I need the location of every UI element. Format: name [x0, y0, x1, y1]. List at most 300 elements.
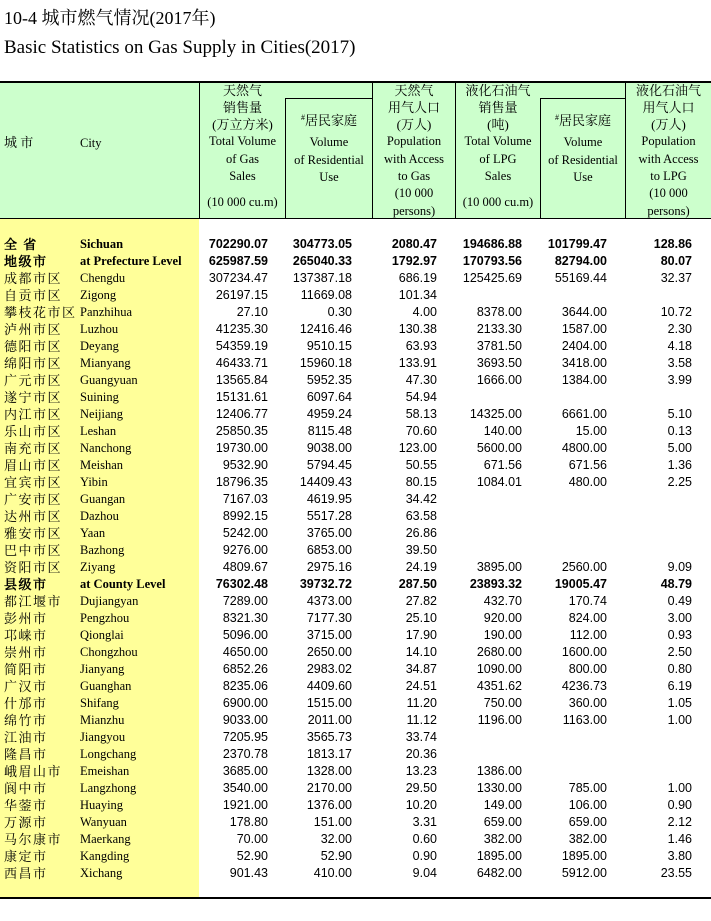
lpg-residential-cell: 5912.00: [561, 866, 607, 880]
lpg-residential-cell: 82794.00: [554, 254, 607, 268]
city-name-en: Sichuan: [80, 237, 124, 251]
city-name-en: Chengdu: [80, 271, 126, 285]
city-name-en: Maerkang: [80, 832, 131, 846]
city-name-en: Yaan: [80, 526, 106, 540]
lpg-population-cell: 9.09: [667, 560, 692, 574]
gas-population-cell: 80.15: [405, 475, 437, 489]
table-row: [0, 661, 711, 678]
city-name-cn: 崇州市: [4, 645, 48, 660]
table-row: [0, 304, 711, 321]
city-name-en: Dujiangyan: [80, 594, 139, 608]
lpg-residential-cell: 671.56: [568, 458, 607, 472]
lpg-residential-cell: 2404.00: [561, 339, 607, 353]
gas-residential-cell: 410.00: [313, 866, 352, 880]
lpg-population-cell: 3.99: [667, 373, 692, 387]
city-name-en: Yibin: [80, 475, 108, 489]
gas-sales-cell: 178.80: [229, 815, 268, 829]
lpg-population-cell: 3.00: [667, 611, 692, 625]
lpg-residential-cell: 4800.00: [561, 441, 607, 455]
header-line: (吨): [487, 117, 509, 133]
table-row: [0, 576, 711, 593]
gas-population-cell: 63.58: [405, 509, 437, 523]
gas-population-cell: 63.93: [405, 339, 437, 353]
header-line: of LPG: [479, 151, 517, 166]
lpg-population-cell: 1.05: [667, 696, 692, 710]
lpg-population-cell: 2.25: [667, 475, 692, 489]
header-lpg-population: [626, 82, 711, 220]
lpg-population-cell: 3.80: [667, 849, 692, 863]
gas-sales-cell: 52.90: [236, 849, 268, 863]
city-name-en: Ziyang: [80, 560, 116, 574]
gas-sales-cell: 9276.00: [222, 543, 268, 557]
lpg-population-cell: [612, 287, 692, 304]
table-row: [0, 712, 711, 729]
gas-population-cell: 1792.97: [391, 254, 437, 268]
lpg-population-cell: 3.58: [667, 356, 692, 370]
header-line: (10 000: [394, 186, 434, 201]
lpg-residential-cell: 106.00: [568, 798, 607, 812]
header-line: 液化石油气: [465, 82, 531, 98]
lpg-sales-cell: 432.70: [483, 594, 522, 608]
header-line: Total Volume: [208, 134, 277, 149]
gas-population-cell: 70.60: [405, 424, 437, 438]
gas-population-cell: 26.86: [405, 526, 437, 540]
city-name-en: Qionglai: [80, 628, 124, 642]
city-name-cn: 宜宾市区: [4, 475, 63, 490]
gas-sales-cell: 25850.35: [215, 424, 268, 438]
lpg-sales-cell: 1666.00: [476, 373, 522, 387]
lpg-sales-cell: 23893.32: [469, 577, 522, 591]
city-name-en: Wanyuan: [80, 815, 127, 829]
gas-population-cell: 9.04: [412, 866, 437, 880]
lpg-residential-cell: [527, 491, 607, 508]
lpg-residential-cell: [527, 389, 607, 406]
gas-population-cell: 4.00: [412, 305, 437, 319]
gas-sales-cell: 41235.30: [215, 322, 268, 336]
gas-sales-cell: 2370.78: [222, 747, 268, 761]
lpg-sales-cell: 750.00: [483, 696, 522, 710]
city-name-cn: 绵阳市区: [4, 356, 63, 371]
city-name-en: Huaying: [80, 798, 124, 812]
lpg-sales-cell: 149.00: [483, 798, 522, 812]
gas-population-cell: 29.50: [405, 781, 437, 795]
city-name-cn: 都江堰市: [4, 594, 63, 609]
gas-sales-cell: 5096.00: [222, 628, 268, 642]
city-name-en: Meishan: [80, 458, 124, 472]
gas-sales-cell: 4650.00: [222, 645, 268, 659]
gas-sales-cell: 46433.71: [215, 356, 268, 370]
table-row: [0, 729, 711, 746]
gas-residential-cell: 3765.00: [306, 526, 352, 540]
table-row: [0, 542, 711, 559]
lpg-population-cell: 2.30: [667, 322, 692, 336]
lpg-sales-cell: [442, 746, 522, 763]
lpg-residential-cell: 382.00: [568, 832, 607, 846]
city-name-cn: 乐山市区: [4, 424, 63, 439]
lpg-sales-cell: 8378.00: [476, 305, 522, 319]
city-name-cn: 雅安市区: [4, 526, 63, 541]
lpg-residential-cell: 2560.00: [561, 560, 607, 574]
header-line: 销售量: [478, 99, 518, 115]
table-row: [0, 814, 711, 831]
header-line: 用气人口: [387, 99, 440, 115]
city-name-en: Panzhihua: [80, 305, 133, 319]
gas-residential-cell: 6097.64: [306, 390, 352, 404]
lpg-sales-cell: 5600.00: [476, 441, 522, 455]
gas-population-cell: 34.87: [405, 662, 437, 676]
gas-residential-cell: 265040.33: [292, 254, 352, 268]
gas-residential-cell: 6853.00: [306, 543, 352, 557]
table-row: [0, 270, 711, 287]
gas-sales-cell: 901.43: [229, 866, 268, 880]
lpg-population-cell: 1.00: [667, 713, 692, 727]
gas-population-cell: 11.20: [406, 696, 437, 710]
gas-residential-cell: 2650.00: [306, 645, 352, 659]
city-name-cn: 江油市: [4, 730, 48, 745]
gas-residential-cell: 15960.18: [299, 356, 352, 370]
city-name-en: Pengzhou: [80, 611, 130, 625]
city-name-cn: 巴中市区: [4, 543, 63, 558]
lpg-sales-cell: [442, 287, 522, 304]
table-bottom-rule: [0, 897, 711, 899]
lpg-residential-cell: [527, 287, 607, 304]
lpg-residential-cell: 1587.00: [561, 322, 607, 336]
lpg-sales-cell: 3693.50: [476, 356, 522, 370]
gas-sales-cell: 3540.00: [222, 781, 268, 795]
lpg-sales-cell: 4351.62: [476, 679, 522, 693]
lpg-population-cell: 0.90: [667, 798, 692, 812]
gas-sales-cell: 26197.15: [215, 288, 268, 302]
table-row: [0, 236, 711, 253]
gas-residential-cell: 0.30: [327, 305, 352, 319]
city-name-en: at County Level: [80, 577, 166, 591]
city-name-cn: 西昌市: [4, 866, 48, 881]
gas-sales-cell: 12406.77: [215, 407, 268, 421]
lpg-sales-cell: 1090.00: [476, 662, 522, 676]
gas-sales-cell: 9532.90: [222, 458, 268, 472]
lpg-residential-cell: 824.00: [568, 611, 607, 625]
gas-residential-cell: 304773.05: [292, 237, 352, 251]
gas-population-cell: 24.51: [405, 679, 437, 693]
header-line: (万人): [396, 117, 432, 133]
table-row: [0, 423, 711, 440]
city-name-cn: 成都市区: [4, 271, 63, 286]
header-line: 天然气: [222, 82, 262, 98]
lpg-population-cell: 6.19: [667, 679, 692, 693]
header-line: Population: [641, 134, 696, 149]
city-name-en: Suining: [80, 390, 119, 404]
table-row: [0, 508, 711, 525]
city-name-cn: 眉山市区: [4, 458, 63, 473]
header-line: (万立方米): [212, 117, 273, 133]
lpg-sales-cell: 1895.00: [476, 849, 522, 863]
table-row: [0, 355, 711, 372]
gas-sales-cell: 18796.35: [215, 475, 268, 489]
table-row: [0, 831, 711, 848]
gas-sales-cell: 19730.00: [215, 441, 268, 455]
gas-residential-cell: 2975.16: [306, 560, 352, 574]
lpg-residential-cell: 15.00: [575, 424, 607, 438]
gas-residential-cell: 12416.46: [299, 322, 352, 336]
lpg-sales-cell: 1386.00: [476, 764, 522, 778]
table-row: [0, 525, 711, 542]
lpg-residential-cell: 55169.44: [554, 271, 607, 285]
gas-residential-cell: 1376.00: [306, 798, 352, 812]
header-line: (万人): [651, 117, 686, 133]
city-name-en: Guanghan: [80, 679, 132, 693]
header-line: Total Volume: [464, 134, 532, 149]
lpg-residential-cell: 112.00: [569, 628, 607, 642]
city-name-cn: 邛崃市: [4, 628, 48, 643]
lpg-residential-cell: 3644.00: [561, 305, 607, 319]
gas-residential-cell: 2011.00: [307, 713, 352, 727]
header-sub-label: [541, 109, 625, 130]
gas-sales-cell: 1921.00: [222, 798, 268, 812]
header-line: 销售量: [222, 99, 262, 115]
lpg-residential-cell: [527, 542, 607, 559]
lpg-residential-cell: [527, 525, 607, 542]
table-row: [0, 287, 711, 304]
header-line: of Gas: [226, 151, 259, 166]
lpg-population-cell: [612, 729, 692, 746]
lpg-residential-cell: 785.00: [568, 781, 607, 795]
lpg-sales-cell: [442, 525, 522, 542]
header-gas-sales-unit: (10 000 cu.m): [207, 195, 278, 209]
table-row: [0, 406, 711, 423]
gas-residential-cell: 9038.00: [306, 441, 352, 455]
header-line: with Access: [638, 151, 699, 166]
city-name-cn: 华蓥市: [4, 798, 48, 813]
city-name-en: Guangyuan: [80, 373, 138, 387]
table-row: [0, 253, 711, 270]
table-row: [0, 321, 711, 338]
gas-sales-cell: 5242.00: [222, 526, 268, 540]
gas-population-cell: 686.19: [398, 271, 437, 285]
city-name-cn: 彭州市: [4, 611, 48, 626]
table-row: [0, 389, 711, 406]
gas-residential-cell: 151.00: [313, 815, 352, 829]
gas-population-cell: 11.12: [406, 713, 437, 727]
city-name-cn: 峨眉山市: [4, 764, 63, 779]
gas-sales-cell: 15131.61: [215, 390, 268, 404]
city-name-en: Chongzhou: [80, 645, 138, 659]
gas-population-cell: 0.90: [412, 849, 437, 863]
lpg-population-cell: 4.18: [667, 339, 692, 353]
city-name-en: Deyang: [80, 339, 119, 353]
header-line: (10 000: [649, 186, 688, 201]
gas-population-cell: 47.30: [405, 373, 437, 387]
table-row: [0, 797, 711, 814]
gas-population-cell: 123.00: [398, 441, 437, 455]
city-name-en: Jianyang: [80, 662, 125, 676]
page-title: 10-4 城市燃气情况(2017年): [4, 8, 216, 28]
city-name-en: Nanchong: [80, 441, 132, 455]
gas-sales-cell: 6900.00: [222, 696, 268, 710]
header-line: 液化石油气: [635, 82, 701, 98]
gas-residential-cell: 5517.28: [306, 509, 352, 523]
table-row: [0, 644, 711, 661]
gas-sales-cell: 8321.30: [222, 611, 268, 625]
lpg-sales-cell: [442, 542, 522, 559]
page-subtitle: Basic Statistics on Gas Supply in Cities(2017): [4, 37, 356, 58]
lpg-sales-cell: [442, 729, 522, 746]
gas-population-cell: 27.82: [405, 594, 437, 608]
lpg-sales-cell: [442, 389, 522, 406]
lpg-population-cell: 32.37: [660, 271, 692, 285]
gas-sales-cell: 307234.47: [208, 271, 268, 285]
footnote-mark: #: [554, 113, 559, 122]
gas-sales-cell: 702290.07: [208, 237, 268, 251]
city-name-cn: 达州市区: [4, 509, 63, 524]
table-row: [0, 627, 711, 644]
gas-residential-cell: 1813.17: [306, 747, 352, 761]
lpg-residential-cell: [527, 763, 607, 780]
gas-population-cell: 130.38: [398, 322, 437, 336]
table-row: [0, 763, 711, 780]
gas-sales-cell: 27.10: [236, 305, 268, 319]
city-name-en: Mianzhu: [80, 713, 125, 727]
lpg-population-cell: 0.93: [667, 628, 692, 642]
gas-residential-cell: 5794.45: [306, 458, 352, 472]
gas-population-cell: 33.74: [405, 730, 437, 744]
lpg-population-cell: 48.79: [660, 577, 692, 591]
lpg-population-cell: [612, 763, 692, 780]
lpg-sales-cell: 3895.00: [476, 560, 522, 574]
gas-residential-cell: 3565.73: [306, 730, 352, 744]
gas-sales-cell: 625987.59: [208, 254, 268, 268]
lpg-sales-cell: 3781.50: [476, 339, 522, 353]
lpg-sales-cell: 194686.88: [462, 237, 522, 251]
gas-residential-cell: 4959.24: [306, 407, 352, 421]
lpg-population-cell: 0.49: [667, 594, 692, 608]
gas-population-cell: 133.91: [398, 356, 437, 370]
gas-population-cell: 13.23: [405, 764, 437, 778]
gas-population-cell: 58.13: [405, 407, 437, 421]
header-line: Sales: [484, 168, 512, 183]
lpg-residential-cell: [527, 746, 607, 763]
lpg-sales-cell: 1196.00: [477, 713, 522, 727]
lpg-residential-cell: 1384.00: [561, 373, 607, 387]
city-name-en: Jiangyou: [80, 730, 126, 744]
lpg-population-cell: 1.00: [667, 781, 692, 795]
city-name-cn: 隆昌市: [4, 747, 48, 762]
city-name-cn: 马尔康市: [4, 832, 63, 847]
lpg-population-cell: 10.72: [660, 305, 692, 319]
gas-residential-cell: 9510.15: [306, 339, 352, 353]
lpg-residential-cell: 170.74: [568, 594, 607, 608]
table-row: [0, 593, 711, 610]
lpg-population-cell: [612, 746, 692, 763]
lpg-residential-cell: 1895.00: [561, 849, 607, 863]
table-row: [0, 372, 711, 389]
city-name-en: Leshan: [80, 424, 117, 438]
gas-population-cell: 2080.47: [391, 237, 437, 251]
header-sub-label-text: 居民家庭: [304, 113, 357, 128]
gas-residential-cell: 1328.00: [306, 764, 352, 778]
footnote-mark: #: [300, 113, 305, 122]
header-line: persons): [647, 203, 690, 218]
city-name-cn: 广元市区: [4, 373, 63, 388]
gas-population-cell: 10.20: [405, 798, 437, 812]
lpg-population-cell: 128.86: [653, 237, 692, 251]
gas-sales-cell: 8235.06: [222, 679, 268, 693]
city-name-en: Langzhong: [80, 781, 137, 795]
lpg-sales-cell: 1084.01: [476, 475, 522, 489]
header-line: Sales: [229, 168, 256, 183]
city-name-en: Kangding: [80, 849, 130, 863]
header-line: Use: [573, 169, 593, 184]
city-name-cn: 简阳市: [4, 662, 48, 677]
gas-residential-cell: 2983.02: [306, 662, 352, 676]
city-name-cn: 广安市区: [4, 492, 63, 507]
gas-residential-cell: 39732.72: [299, 577, 352, 591]
lpg-population-cell: [612, 508, 692, 525]
lpg-sales-cell: [442, 491, 522, 508]
city-name-en: Zigong: [80, 288, 117, 302]
table-row: [0, 474, 711, 491]
lpg-population-cell: 2.50: [667, 645, 692, 659]
city-name-cn: 广汉市: [4, 679, 48, 694]
city-name-en: Guangan: [80, 492, 126, 506]
header-line: persons): [392, 203, 436, 218]
gas-sales-cell: 70.00: [236, 832, 268, 846]
table-row: [0, 695, 711, 712]
table-row: [0, 457, 711, 474]
gas-sales-cell: 6852.26: [222, 662, 268, 676]
city-name-cn: 绵竹市: [4, 713, 48, 728]
table-row: [0, 491, 711, 508]
lpg-residential-cell: 4236.73: [561, 679, 607, 693]
gas-sales-cell: 9033.00: [222, 713, 268, 727]
header-line: Volume: [309, 135, 349, 150]
header-line: to LPG: [650, 168, 687, 183]
gas-population-cell: 0.60: [412, 832, 437, 846]
lpg-residential-cell: 101799.47: [547, 237, 607, 251]
header-city-en: City: [80, 136, 102, 150]
city-name-en: Longchang: [80, 747, 137, 761]
gas-population-cell: 14.10: [405, 645, 437, 659]
city-name-cn: 阆中市: [4, 781, 48, 796]
gas-sales-cell: 4809.67: [222, 560, 268, 574]
header-line: Use: [319, 169, 339, 184]
gas-residential-cell: 4619.95: [306, 492, 352, 506]
table-row: [0, 848, 711, 865]
header-line: to Gas: [397, 168, 431, 183]
city-name-cn: 南充市区: [4, 441, 63, 456]
gas-population-cell: 54.94: [405, 390, 437, 404]
city-name-cn: 自贡市区: [4, 288, 63, 303]
gas-residential-cell: 137387.18: [292, 271, 352, 285]
gas-population-cell: 34.42: [405, 492, 437, 506]
city-name-en: Shifang: [80, 696, 119, 710]
gas-residential-cell: 14409.43: [299, 475, 352, 489]
lpg-population-cell: 80.07: [660, 254, 692, 268]
city-name-cn: 遂宁市区: [4, 390, 63, 405]
gas-sales-cell: 3685.00: [222, 764, 268, 778]
city-name-cn: 县级市: [4, 577, 48, 592]
gas-residential-cell: 3715.00: [306, 628, 352, 642]
lpg-population-cell: 5.00: [667, 441, 692, 455]
gas-sales-cell: 76302.48: [215, 577, 268, 591]
header-lpg-sales-unit: (10 000 cu.m): [462, 195, 534, 209]
table-row: [0, 678, 711, 695]
lpg-sales-cell: 170793.56: [462, 254, 522, 268]
city-name-cn: 万源市: [4, 815, 48, 830]
gas-population-cell: 20.36: [405, 747, 437, 761]
city-name-en: Emeishan: [80, 764, 130, 778]
city-name-en: Bazhong: [80, 543, 125, 557]
lpg-residential-cell: [527, 729, 607, 746]
